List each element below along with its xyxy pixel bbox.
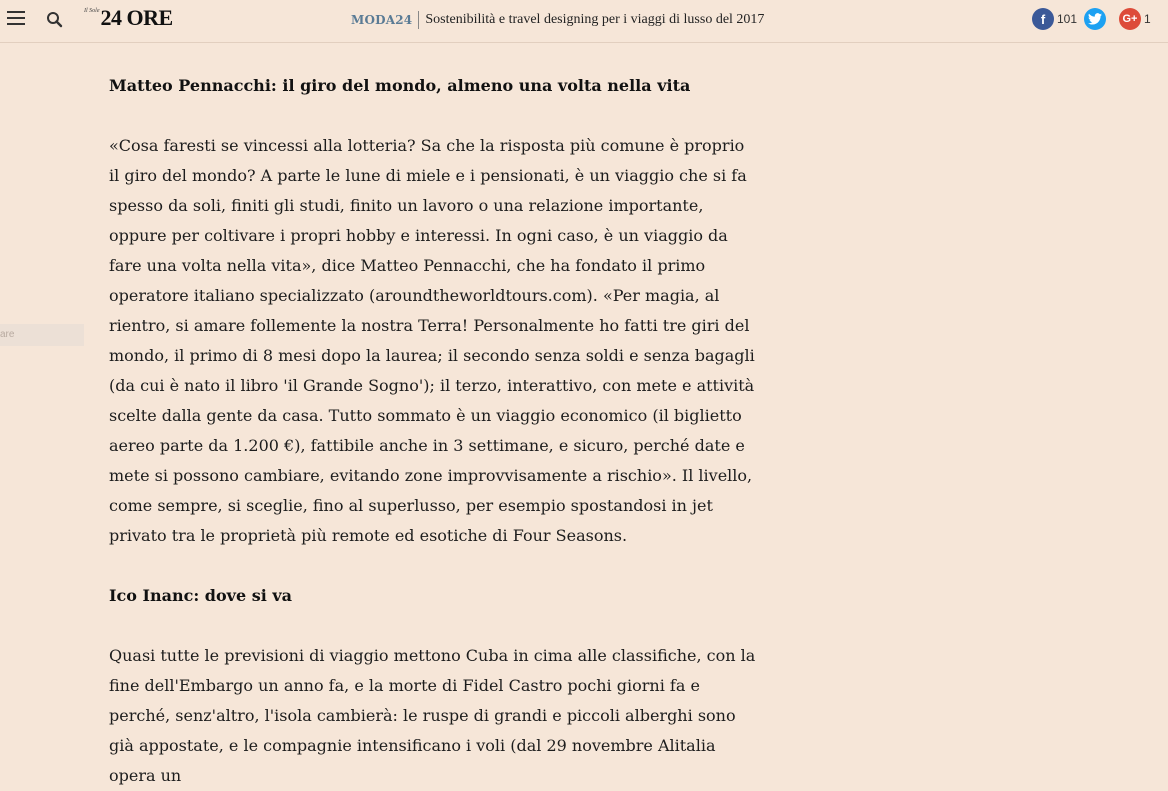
twitter-share[interactable] [1084,8,1106,30]
logo-main-text: 24 ORE [100,5,173,30]
search-icon[interactable] [45,10,65,30]
google-plus-count: 1 [1144,12,1151,26]
section-heading-inanc: Ico Inanc: dove si va [109,586,293,605]
facebook-count: 101 [1057,12,1078,26]
site-logo[interactable] [84,6,173,34]
sidebar-fragment-text: are [0,329,15,340]
article-body [109,60,759,791]
menu-icon[interactable] [7,11,25,27]
article-paragraph: Quasi tutte le previsioni di viaggio mettono Cuba in cima alle classifiche, con la fine dell'Embargo un anno fa, e la morte di Fidel Castro pochi giorni fa e perché, senz'altro, l'isola cambierà: le ruspe di grandi e piccoli alberghi sono già appostate, e le compagnie intensificano i voli (dal 29 novembre Alitalia opera un [109,646,756,785]
facebook-share[interactable] [1032,8,1077,30]
section-tag-link[interactable]: MODA24 [351,11,419,29]
top-bar [0,0,1168,43]
article-paragraph: «Cosa faresti se vincessi alla lotteria? Sa che la risposta più comune è proprio il giro del mondo? A parte le lune di miele e i pensionati, è un viaggio che si fa spesso da soli, finiti gli studi, finito un lavoro o una relazione importante, oppure per coltivare i propri hobby e interessi. In ogni caso, è un viaggio da fare una volta nella vita», dice Matteo Pennacchi, che ha fondato il primo operatore italiano specializzato (aroundtheworldtours.com). «Per magia, al rientro, si amare follemente la nostra Terra! Personalmente ho fatti tre giri del mondo, il primo di 8 mesi dopo la laurea; il secondo senza soldi e senza bagagli (da cui è nato il libro 'il Grande Sogno'); il terzo, interattivo, con mete e attività scelte dalla gente da casa. Tutto sommato è un viaggio economico (il biglietto aereo parte da 1.200 €), fattibile anche in 3 settimane, e sicuro, perché date e mete si possono cambiare, evitando zone improvvisamente a rischio». Il livello, come sempre, si sceglie, fino al superlusso, per esempio spostandosi in jet privato tra le proprietà più remote ed esotiche di Four Seasons. [109,136,755,545]
section-heading-pennacchi: Matteo Pennacchi: il giro del mondo, almeno una volta nella vita [109,76,691,95]
header-center [351,10,764,30]
google-plus-icon[interactable]: G+ [1119,8,1141,30]
facebook-icon[interactable]: f [1032,8,1054,30]
logo-small-text: Il Sole [84,8,100,14]
sidebar-share-fragment[interactable] [0,324,84,346]
twitter-icon[interactable] [1084,8,1106,30]
page-title: Sostenibilità e travel designing per i viaggi di lusso del 2017 [425,12,765,27]
google-plus-share[interactable] [1119,8,1151,30]
